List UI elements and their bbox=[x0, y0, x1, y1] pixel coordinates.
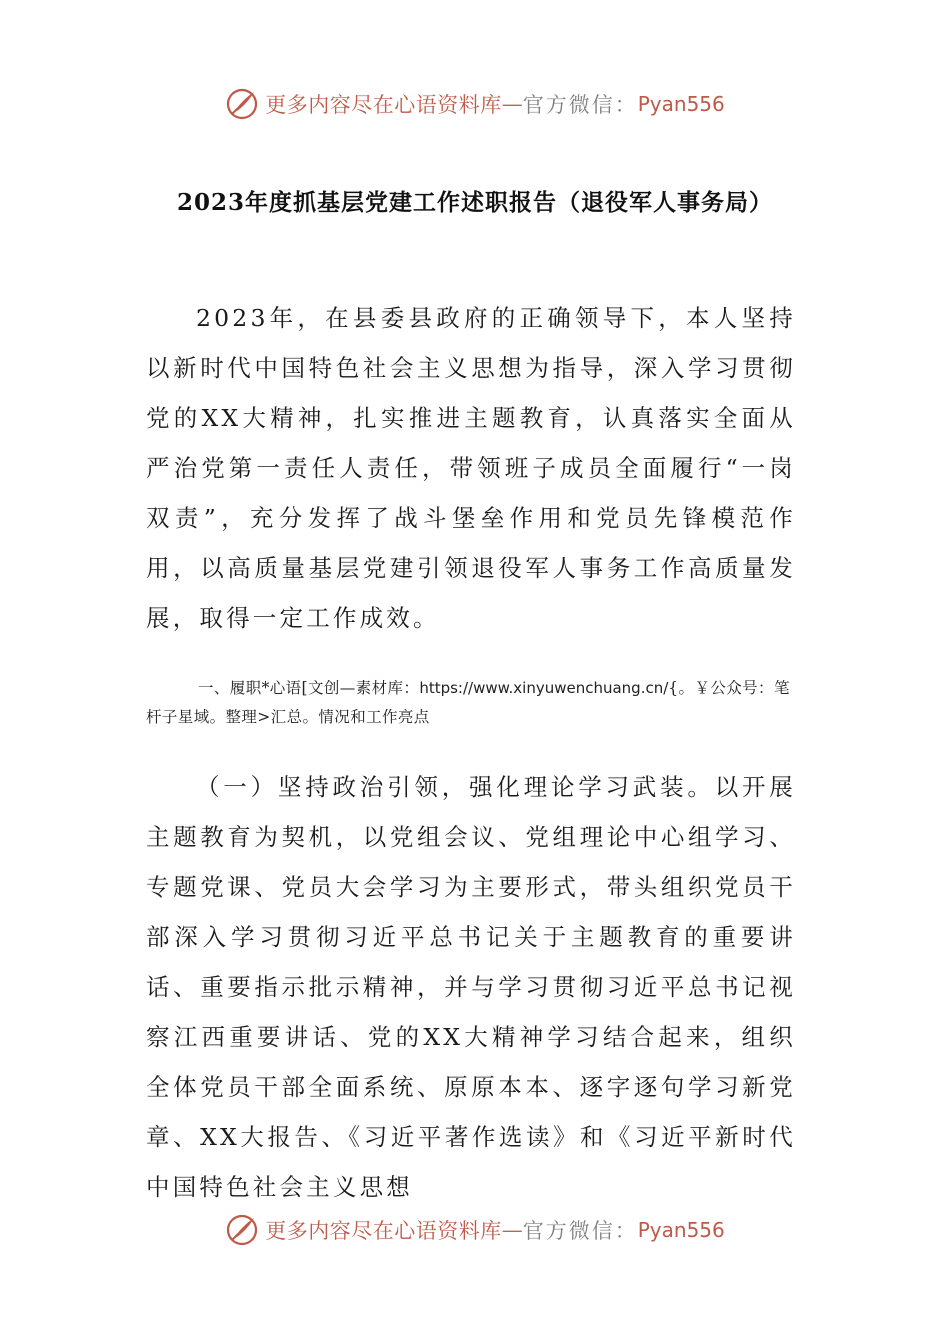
header-banner bbox=[0, 84, 950, 124]
banner-wechat-label: 官方微信： bbox=[522, 1219, 638, 1243]
banner-separator: — bbox=[501, 1218, 523, 1242]
quill-logo-icon bbox=[225, 87, 259, 121]
banner-separator: — bbox=[501, 92, 523, 116]
intro-paragraph: 2023年，在县委县政府的正确领导下，本人坚持以新时代中国特色社会主义思想为指导，深入学习贯彻党的XX大精神，扎实推进主题教育，认真落实全面从严治党第一责任人责任，带领班子成员全面履行“一岗双责”，充分发挥了战斗堡垒作用和党员先锋模范作用，以高质量基层党建引领退役军人事务工作高质量发展，取得一定工作成效。 bbox=[146, 304, 796, 632]
footer-banner bbox=[0, 1210, 950, 1250]
banner-text: 更多内容尽在心语资料库 bbox=[265, 1219, 502, 1243]
banner-wechat-id: Pyan556 bbox=[637, 92, 725, 116]
banner-wechat-label: 官方微信： bbox=[522, 93, 638, 117]
section1-paragraph: （一）坚持政治引领，强化理论学习武装。以开展主题教育为契机，以党组会议、党组理论中心组学习、专题党课、党员大会学习为主要形式，带头组织党员干部深入学习贯彻习近平总书记关于主题教育的重要讲话、重要指示批示精神，并与学习贯彻习近平总书记视察江西重要讲话、党的XX大精神学习结合起来，组织全体党员干部全面系统、原原本本、逐字逐句学习新党章、XX大报告、《习近平著作选读》和《习近平新时代中国特色社会主义思想 bbox=[146, 773, 796, 1201]
banner-text: 更多内容尽在心语资料库 bbox=[265, 93, 502, 117]
page-title: 2023年度抓基层党建工作述职报告（退役军人事务局） bbox=[176, 189, 773, 216]
banner-wechat-id: Pyan556 bbox=[637, 1218, 725, 1242]
quill-logo-icon bbox=[225, 1213, 259, 1247]
section-note-suffix: {。￥公众号：笔杆子星域。整理>汇总。情况和工作亮点 bbox=[146, 679, 790, 726]
section-note-prefix: 一、履职*心语[文创—素材库： bbox=[198, 679, 420, 697]
section-heading-note bbox=[146, 674, 796, 732]
section-note-url: https://www.xinyuwenchuang.cn/ bbox=[419, 679, 669, 697]
